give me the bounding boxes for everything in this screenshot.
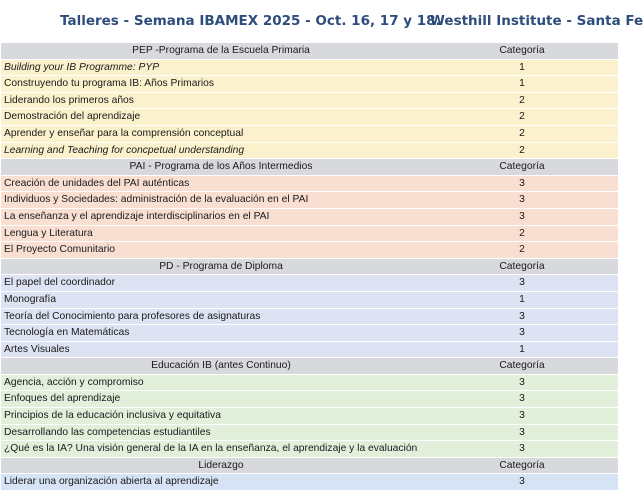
table-row[interactable] (1, 191, 618, 208)
workshop-name: Learning and Teaching for concpetual understanding (4, 144, 245, 156)
workshop-category: 3 (519, 194, 525, 206)
section-header-liderazgo (1, 457, 618, 474)
category-header: Categoría (499, 161, 545, 173)
table-row[interactable] (1, 291, 618, 308)
section-title: PAI - Programa de los Años Intermedios (129, 161, 313, 173)
workshop-category: 2 (519, 227, 525, 239)
table-row[interactable] (1, 390, 618, 407)
table-row[interactable] (1, 440, 618, 457)
table-row[interactable] (1, 424, 618, 441)
workshop-name: Principios de la educación inclusiva y equitativa (4, 410, 221, 422)
workshop-category: 3 (519, 310, 525, 322)
category-header: Categoría (499, 459, 545, 471)
workshop-category: 2 (519, 111, 525, 123)
workshop-name: La enseñanza y el aprendizaje interdisciplinarios en el PAI (4, 210, 270, 222)
section-title: Liderazgo (198, 459, 244, 471)
workshop-category: 3 (519, 476, 525, 488)
workshop-name: Enfoques del aprendizaje (4, 393, 121, 405)
workshop-category: 3 (519, 327, 525, 339)
workshop-category: 3 (519, 443, 525, 455)
section-header-pai (1, 158, 618, 175)
section-title: PEP -Programa de la Escuela Primaria (132, 45, 310, 56)
workshop-name: El papel del coordinador (4, 277, 116, 289)
workshop-category: 3 (519, 376, 525, 388)
table-row[interactable] (1, 407, 618, 424)
table-row[interactable] (1, 225, 618, 242)
workshop-name: Creación de unidades del PAI auténticas (4, 177, 190, 189)
table-row[interactable] (1, 142, 618, 159)
workshop-category: 1 (519, 343, 525, 355)
category-header: Categoría (499, 45, 545, 56)
table-row[interactable] (1, 175, 618, 192)
institute-name: Westhill Institute - Santa Fe (430, 13, 643, 29)
workshop-name: Building your IB Programme: PYP (4, 61, 160, 73)
workshop-category: 1 (519, 61, 525, 73)
workshop-name: Construyendo tu programa IB: Años Primarios (4, 78, 215, 90)
sheet-header (0, 0, 643, 40)
workshop-name: Liderar una organización abierta al aprendizaje (4, 476, 219, 488)
category-header: Categoría (499, 260, 545, 272)
table-row[interactable] (1, 324, 618, 341)
table-row[interactable] (1, 75, 618, 92)
table-row[interactable] (1, 108, 618, 125)
table-row[interactable] (1, 92, 618, 109)
workshop-category: 3 (519, 410, 525, 422)
table-row[interactable] (1, 125, 618, 142)
workshop-category: 3 (519, 393, 525, 405)
workshop-category: 3 (519, 177, 525, 189)
section-header-educacion-ib (1, 357, 618, 374)
table-row[interactable] (1, 308, 618, 325)
workshop-category: 1 (519, 78, 525, 90)
table-row[interactable] (1, 274, 618, 291)
workshop-name: Monografía (4, 293, 57, 305)
table-row[interactable] (1, 241, 618, 258)
workshop-name: Desarrollando las competencias estudiantiles (4, 426, 211, 438)
section-header-pd (1, 258, 618, 275)
table-row[interactable] (1, 374, 618, 391)
section-header-pep (1, 42, 618, 59)
workshop-name: Artes Visuales (4, 343, 70, 355)
workshop-category: 2 (519, 244, 525, 256)
workshop-name: Individuos y Sociedades: administración de la evaluación en el PAI (4, 194, 309, 206)
workshop-name: El Proyecto Comunitario (4, 244, 116, 256)
workshop-name: Tecnología en Matemáticas (4, 327, 130, 339)
table-row[interactable] (1, 208, 618, 225)
section-title: PD - Programa de Diploma (159, 260, 283, 272)
event-title: Talleres - Semana IBAMEX 2025 - Oct. 16, 17 y 18. (60, 13, 441, 29)
workshop-name: Teoría del Conocimiento para profesores de asignaturas (4, 310, 261, 322)
workshop-name: ¿Qué es la IA? Una visión general de la IA en la enseñanza, el aprendizaje y la evaluación (4, 443, 418, 455)
workshop-table (1, 42, 618, 490)
workshop-name: Aprender y enseñar para la comprensión conceptual (4, 127, 244, 139)
workshop-category: 3 (519, 210, 525, 222)
workshop-category: 2 (519, 127, 525, 139)
table-row[interactable] (1, 473, 618, 490)
table-row[interactable] (1, 59, 618, 76)
workshop-category: 2 (519, 94, 525, 106)
workshop-name: Liderando los primeros años (4, 94, 134, 106)
workshop-category: 1 (519, 293, 525, 305)
workshop-category: 3 (519, 426, 525, 438)
workshop-name: Demostración del aprendizaje (4, 111, 141, 123)
workshop-category: 3 (519, 277, 525, 289)
table-row[interactable] (1, 341, 618, 358)
workshop-name: Lengua y Literatura (4, 227, 93, 239)
category-header: Categoría (499, 360, 545, 372)
section-title: Educación IB (antes Continuo) (151, 360, 291, 372)
workshop-category: 2 (519, 144, 525, 156)
workshop-name: Agencia, acción y compromiso (4, 376, 144, 388)
